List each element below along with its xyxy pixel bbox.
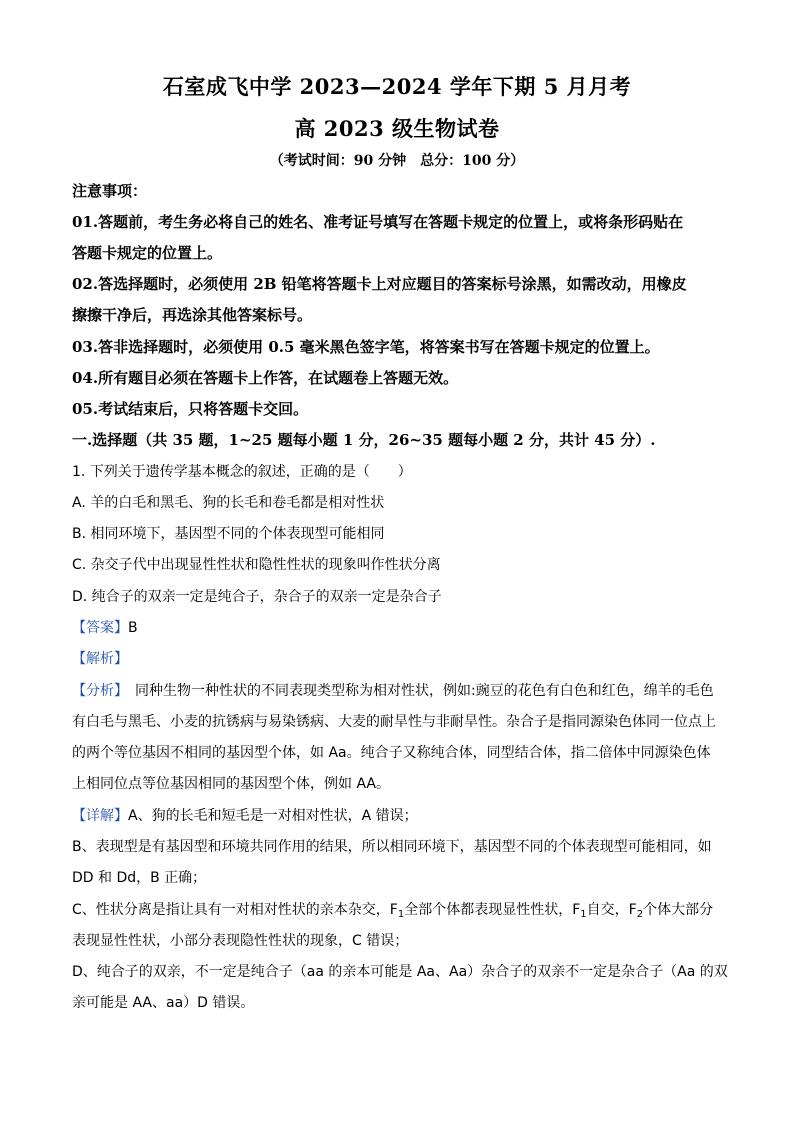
question-1-option-b: B. 相同环境下，基因型不同的个体表现型可能相同	[72, 526, 385, 542]
exam-title: 石室成飞中学 2023—2024 学年下期 5 月月考	[162, 74, 632, 99]
detail-c-part-3: 自交，F	[586, 902, 637, 918]
fenxi-line-2: 有白毛与黑毛、小麦的抗锈病与易染锈病、大麦的耐旱性与非耐旱性。杂合子是指同源染色体同一位点上	[72, 714, 716, 730]
answer-line	[72, 618, 138, 638]
notice-item-1-line-1: 01.答题前，考生务必将自己的姓名、准考证号填写在答题卡规定的位置上，或将条形码贴在	[72, 213, 684, 231]
detail-b-line-2: DD 和 Dd，B 正确；	[72, 870, 207, 886]
detail-d-line-1: D、纯合子的双亲，不一定是纯合子（aa 的亲本可能是 Aa、Aa）杂合子的双亲不一定是杂合子（Aa 的双	[72, 964, 728, 980]
notice-item-5: 05.考试结束后，只将答题卡交回。	[72, 400, 309, 418]
detail-b-line-1: B、表现型是有基因型和环境共同作用的结果，所以相同环境下，基因型不同的个体表现型可能相同，如	[72, 839, 712, 855]
subscript-2: 1	[580, 909, 587, 920]
notice-item-1-line-2: 答题卡规定的位置上。	[72, 244, 223, 262]
exam-info: （考试时间：90 分钟 总分：100 分）	[269, 153, 525, 169]
fenxi-label: 【分析】	[72, 683, 121, 699]
detail-c-part-1: C、性状分离是指让具有一对相对性状的亲本杂交，F	[72, 902, 398, 918]
xiangjie-label: 【详解】	[72, 808, 128, 824]
exam-subtitle: 高 2023 级生物试卷	[294, 116, 500, 141]
subscript-3: 2	[636, 909, 644, 920]
question-1-option-d: D. 纯合子的双亲一定是纯合子，杂合子的双亲一定是杂合子	[72, 589, 442, 605]
detail-c-part-4: 个体大部分	[643, 902, 714, 918]
notice-item-2-line-1: 02.答选择题时，必须使用 2B 铅笔将答题卡上对应题目的答案标号涂黑，如需改动，用橡皮	[72, 275, 687, 293]
question-1-stem: 1. 下列关于遗传学基本概念的叙述，正确的是（ ）	[72, 464, 412, 480]
detail-a-text: A、狗的长毛和短毛是一对相对性状，A 错误；	[128, 808, 418, 824]
fenxi-line-4: 上相同位点等位基因相同的基因型个体，例如 AA。	[72, 776, 390, 792]
analysis-label: 【解析】	[72, 651, 128, 667]
notice-heading: 注意事项：	[72, 182, 148, 200]
notice-item-4: 04.所有题目必须在答题卡上作答，在试题卷上答题无效。	[72, 369, 459, 387]
fenxi-line-1	[72, 681, 714, 701]
notice-item-3: 03.答非选择题时，必须使用 0.5 毫米黑色签字笔，将答案书写在答题卡规定的位置上。	[72, 338, 660, 356]
question-1-option-a: A. 羊的白毛和黑毛、狗的长毛和卷毛都是相对性状	[72, 495, 385, 511]
detail-a-line	[72, 806, 418, 826]
detail-c-line-1	[72, 900, 713, 925]
subscript-1: 1	[397, 909, 405, 920]
section-heading: 一.选择题（共 35 题，1~25 题每小题 1 分，26~35 题每小题 2 分，共计 45 分）.	[72, 431, 656, 449]
detail-c-part-2: 全部个体都表现显性性状，F	[404, 902, 581, 918]
detail-d-line-2: 亲可能是 AA、aa）D 错误。	[72, 995, 255, 1011]
detail-c-line-2: 表现显性性状，小部分表现隐性性状的现象，C 错误；	[72, 933, 409, 949]
fenxi-line-3: 的两个等位基因不相同的基因型个体，如 Aa。纯合子又称纯合体，同型结合体，指二倍体中同源染色体	[72, 745, 711, 761]
fenxi-text-1: 同种生物一种性状的不同表现类型称为相对性状，例如:豌豆的花色有白色和红色，绵羊的毛色	[121, 683, 714, 699]
notice-item-2-line-2: 擦擦干净后，再选涂其他答案标号。	[72, 306, 313, 324]
answer-value: B	[128, 620, 138, 636]
answer-label: 【答案】	[72, 620, 128, 636]
question-1-option-c: C. 杂交子代中出现显性性状和隐性性状的现象叫作性状分离	[72, 557, 441, 573]
